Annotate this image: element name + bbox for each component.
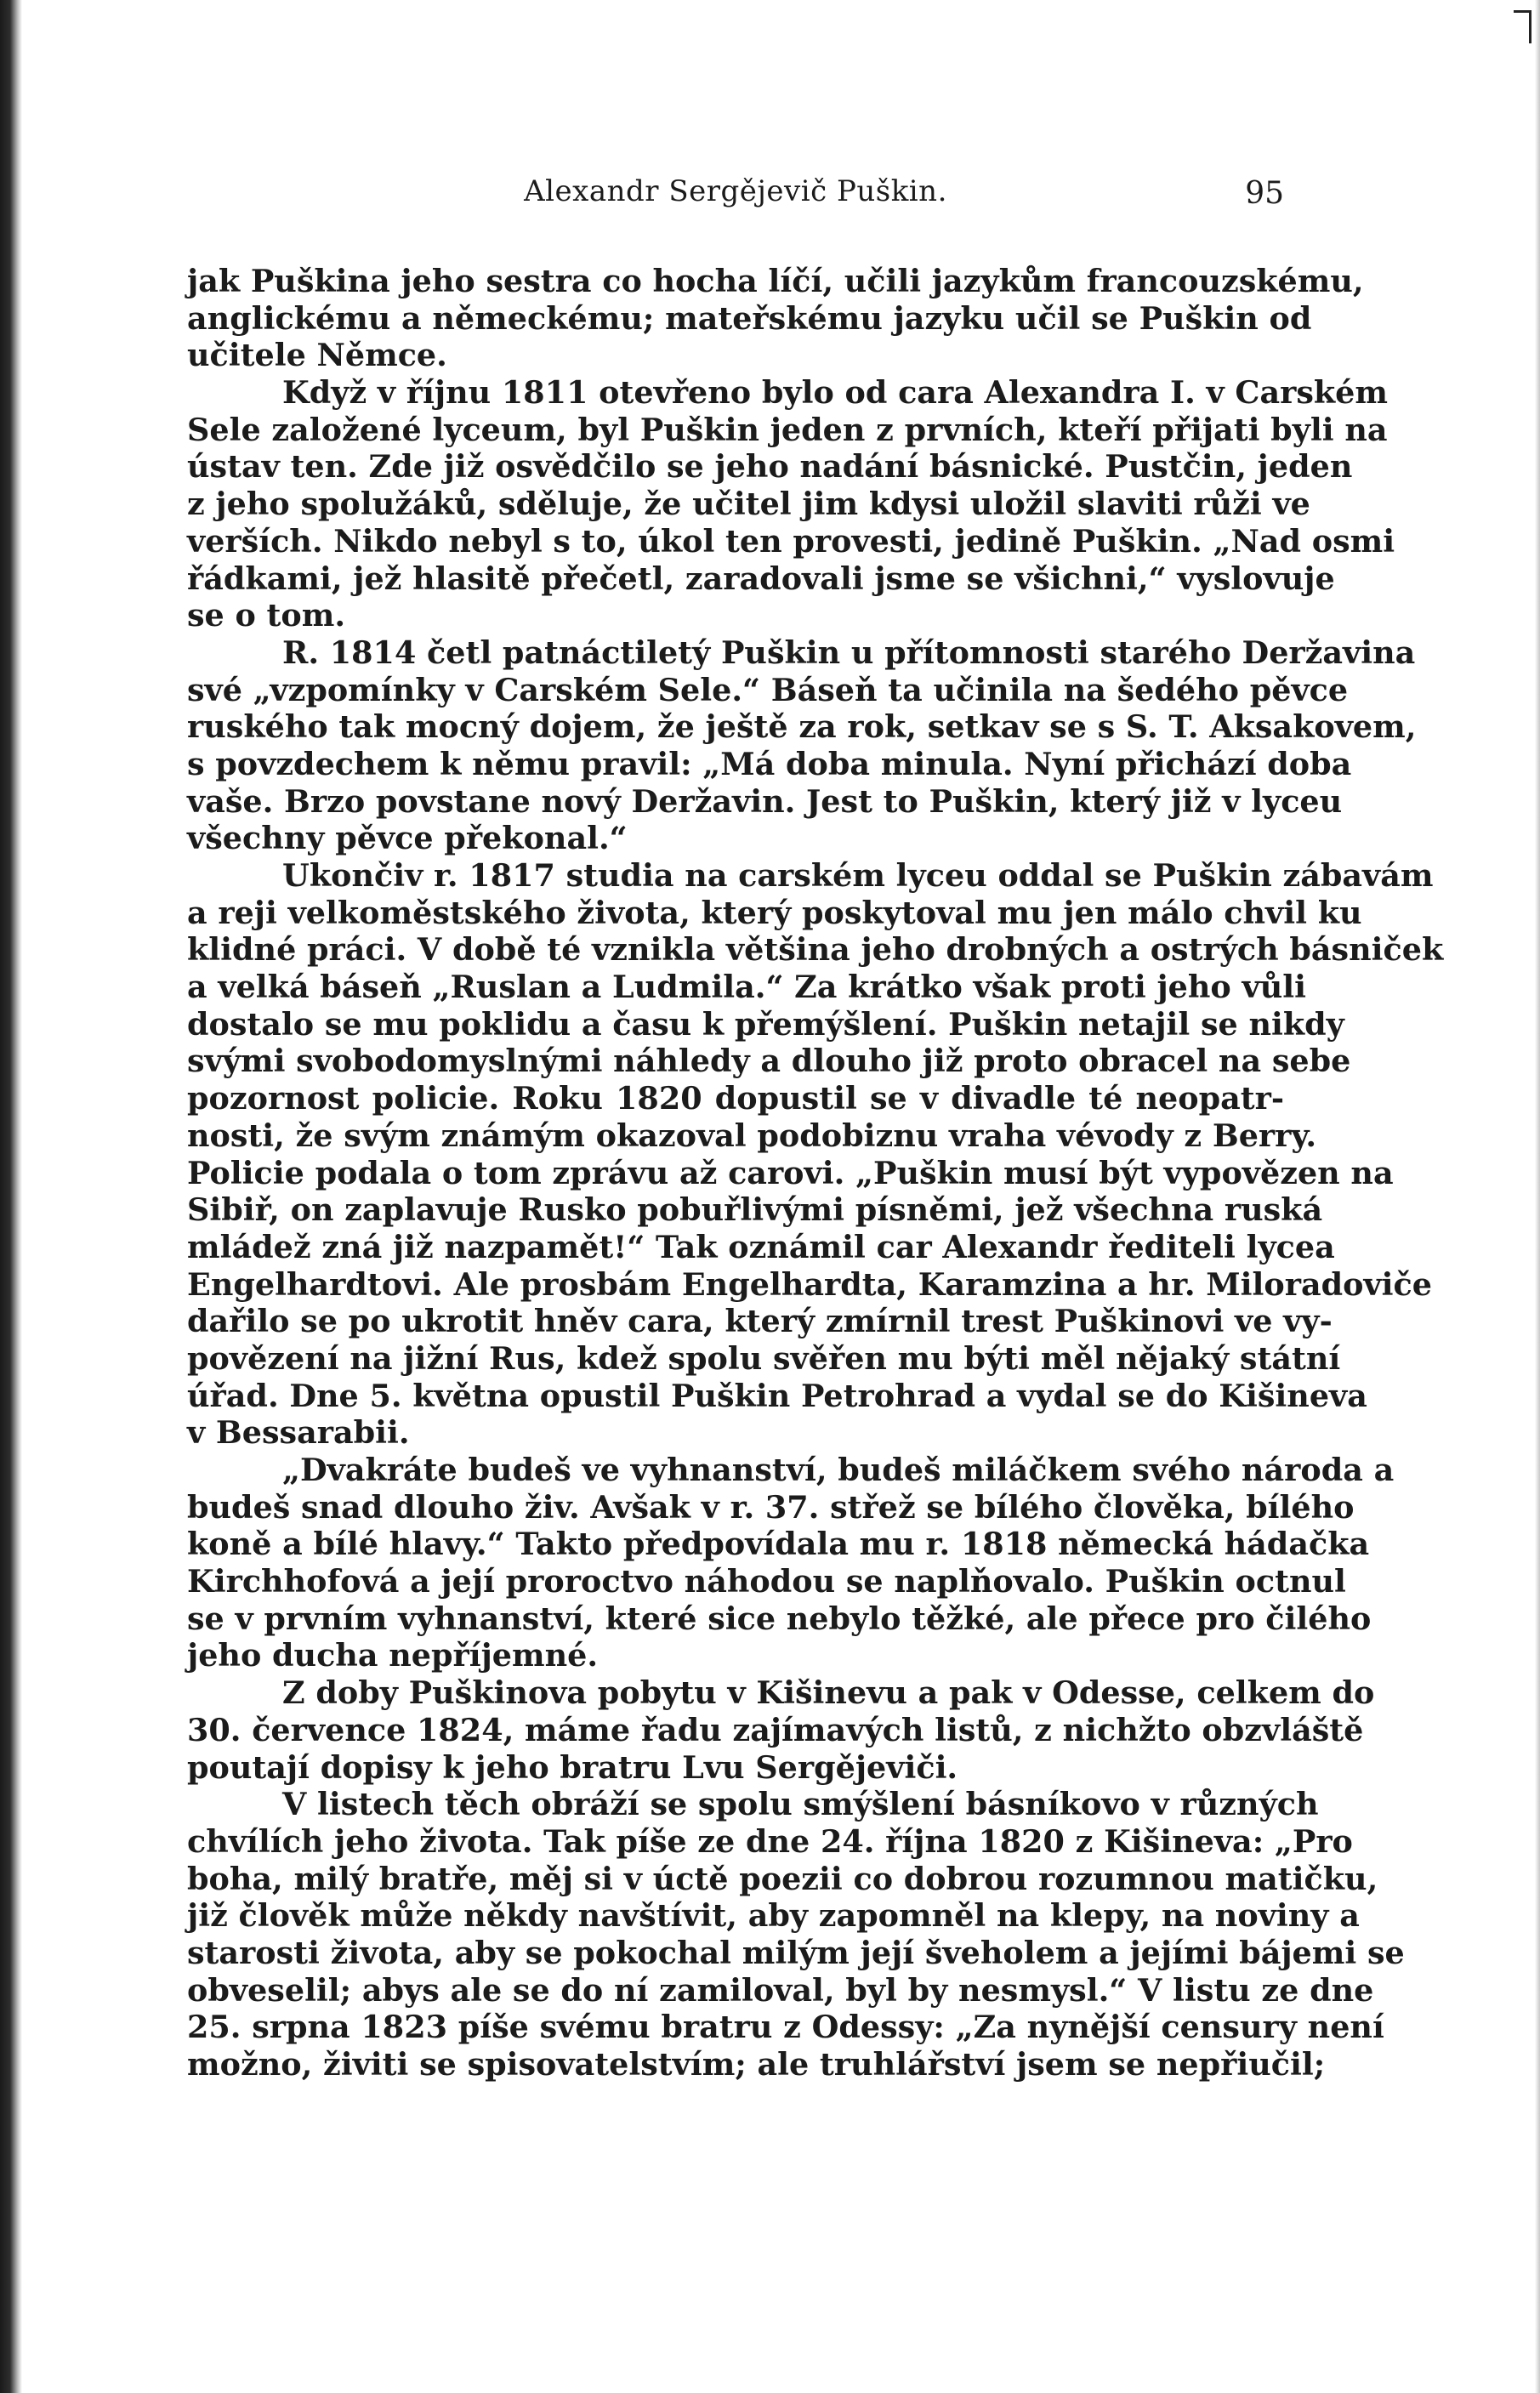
text-line: klidné práci. V době té vznikla většina jeho drobných a ostrých básniček (187, 931, 1444, 969)
text-line: učitele Němce. (187, 337, 447, 374)
text-line: možno, živiti se spisovatelstvím; ale truhlářství jsem se nepřiučil; (187, 2046, 1326, 2083)
text-line: a reji velkoměstského života, který poskytoval mu jen málo chvil ku (187, 894, 1362, 931)
running-head (187, 174, 1284, 225)
text-line: nosti, že svým známým okazoval podobiznu vraha vévody z Berry. (187, 1117, 1317, 1154)
text-line: ruského tak mocný dojem, že ještě za rok, setkav se s S. T. Aksakovem, (187, 708, 1417, 746)
text-line: Když v říjnu 1811 otevřeno bylo od cara Alexandra I. v Carském (282, 374, 1389, 412)
text-line: a velká báseň „Ruslan a Ludmila.“ Za krátko však proti jeho vůli (187, 969, 1306, 1006)
text-line: obveselil; abys ale se do ní zamiloval, byl by nesmysl.“ V listu ze dne (187, 1971, 1374, 2009)
body-text (187, 263, 1444, 2083)
text-line: úřad. Dne 5. května opustil Puškin Petrohrad a vydal se do Kišineva (187, 1377, 1367, 1414)
text-line: Kirchhofová a její proroctvo náhodou se naplňovalo. Puškin octnul (187, 1563, 1346, 1600)
text-line: 30. července 1824, máme řadu zajímavých listů, z nichžto obzvláště (187, 1711, 1364, 1748)
page-edge (1535, 0, 1540, 2393)
text-line: jeho ducha nepříjemné. (187, 1637, 599, 1674)
text-line: ústav ten. Zde již osvědčilo se jeho nadání básnické. Pustčin, jeden (187, 448, 1353, 486)
text-line: z jeho spolužáků, sděluje, že učitel jim kdysi uložil slaviti růži ve (187, 486, 1310, 523)
corner-mark (1514, 10, 1531, 43)
text-line: mládež zná již nazpamět!“ Tak oznámil car Alexandr řediteli lycea (187, 1228, 1335, 1265)
text-line: R. 1814 četl patnáctiletý Puškin u přítomnosti starého Deržavina (282, 634, 1416, 671)
text-line: boha, milý bratře, měj si v úctě poezii co dobrou rozumnou matičku, (187, 1860, 1378, 1897)
text-line: 25. srpna 1823 píše svému bratru z Odessy: „Za nynější censury není (187, 2009, 1384, 2046)
text-line: se v prvním vyhnanství, které sice nebylo těžké, ale přece pro čilého (187, 1600, 1372, 1637)
running-title: Alexandr Sergějevič Puškin. (524, 174, 947, 208)
text-line: Ukončiv r. 1817 studia na carském lyceu oddal se Puškin zábavám (282, 857, 1434, 894)
text-line: jak Puškina jeho sestra co hocha líčí, učili jazykům francouzskému, (187, 263, 1364, 299)
text-line: všechny pěvce překonal.“ (187, 820, 628, 857)
text-line: V listech těch obráží se spolu smýšlení básníkovo v různých (282, 1786, 1319, 1823)
text-line: svými svobodomyslnými náhledy a dlouho již proto obracel na sebe (187, 1043, 1351, 1080)
text-line: verších. Nikdo nebyl s to, úkol ten provesti, jedině Puškin. „Nad osmi (187, 522, 1395, 560)
text-line: Policie podala o tom zprávu až carovi. „Puškin musí být vypovězen na (187, 1154, 1394, 1191)
text-line: Sibiř, on zaplavuje Rusko pobuřlivými písněmi, jež všechna ruská (187, 1191, 1323, 1229)
text-line: poutají dopisy k jeho bratru Lvu Sergějeviči. (187, 1748, 958, 1786)
text-line: vaše. Brzo povstane nový Deržavin. Jest to Puškin, který již v lyceu (187, 782, 1343, 820)
text-line: své „vzpomínky v Carském Sele.“ Báseň ta učinila na šedého pěvce (187, 671, 1349, 708)
text-line: s povzdechem k němu pravil: „Má doba minula. Nyní přichází doba (187, 745, 1352, 782)
text-line: budeš snad dlouho živ. Avšak v r. 37. střež se bílého člověka, bílého (187, 1488, 1355, 1526)
text-line: „Dvakráte budeš ve vyhnanství, budeš miláčkem svého národa a (282, 1452, 1395, 1488)
text-line: koně a bílé hlavy.“ Takto předpovídala mu r. 1818 německá hádačka (187, 1526, 1370, 1563)
book-page (187, 174, 1444, 2083)
text-line: Z doby Puškinova pobytu v Kišinevu a pak v Odesse, celkem do (282, 1674, 1375, 1712)
text-line: dostalo se mu poklidu a času k přemýšlení. Puškin netajil se nikdy (187, 1005, 1344, 1043)
text-line: anglickému a německému; mateřskému jazyku učil se Puškin od (187, 299, 1312, 337)
text-line: povězení na jižní Rus, kdež spolu svěřen mu býti měl nějaký státní (187, 1339, 1341, 1377)
text-line: chvílích jeho života. Tak píše ze dne 24. října 1820 z Kišineva: „Pro (187, 1822, 1353, 1860)
text-line: Engelhardtovi. Ale prosbám Engelhardta, Karamzina a hr. Miloradoviče (187, 1265, 1432, 1303)
text-line: starosti života, aby se pokochal milým její šveholem a jejími bájemi se (187, 1934, 1405, 1971)
text-line: se o tom. (187, 597, 346, 634)
text-line: Sele založené lyceum, byl Puškin jeden z prvních, kteří přijati byli na (187, 411, 1388, 448)
text-line: v Bessarabii. (187, 1414, 410, 1452)
text-line: dařilo se po ukrotit hněv cara, který zmírnil trest Puškinovi ve vy- (187, 1303, 1333, 1340)
binding-shadow (0, 0, 22, 2393)
page-number: 95 (1245, 176, 1284, 211)
text-line: již člověk může někdy navštívit, aby zapomněl na klepy, na noviny a (187, 1897, 1360, 1935)
text-line: řádkami, jež hlasitě přečetl, zaradovali jsme se všichni,“ vyslovuje (187, 560, 1335, 597)
text-line: pozornost policie. Roku 1820 dopustil se v divadle té neopatr- (187, 1080, 1284, 1117)
